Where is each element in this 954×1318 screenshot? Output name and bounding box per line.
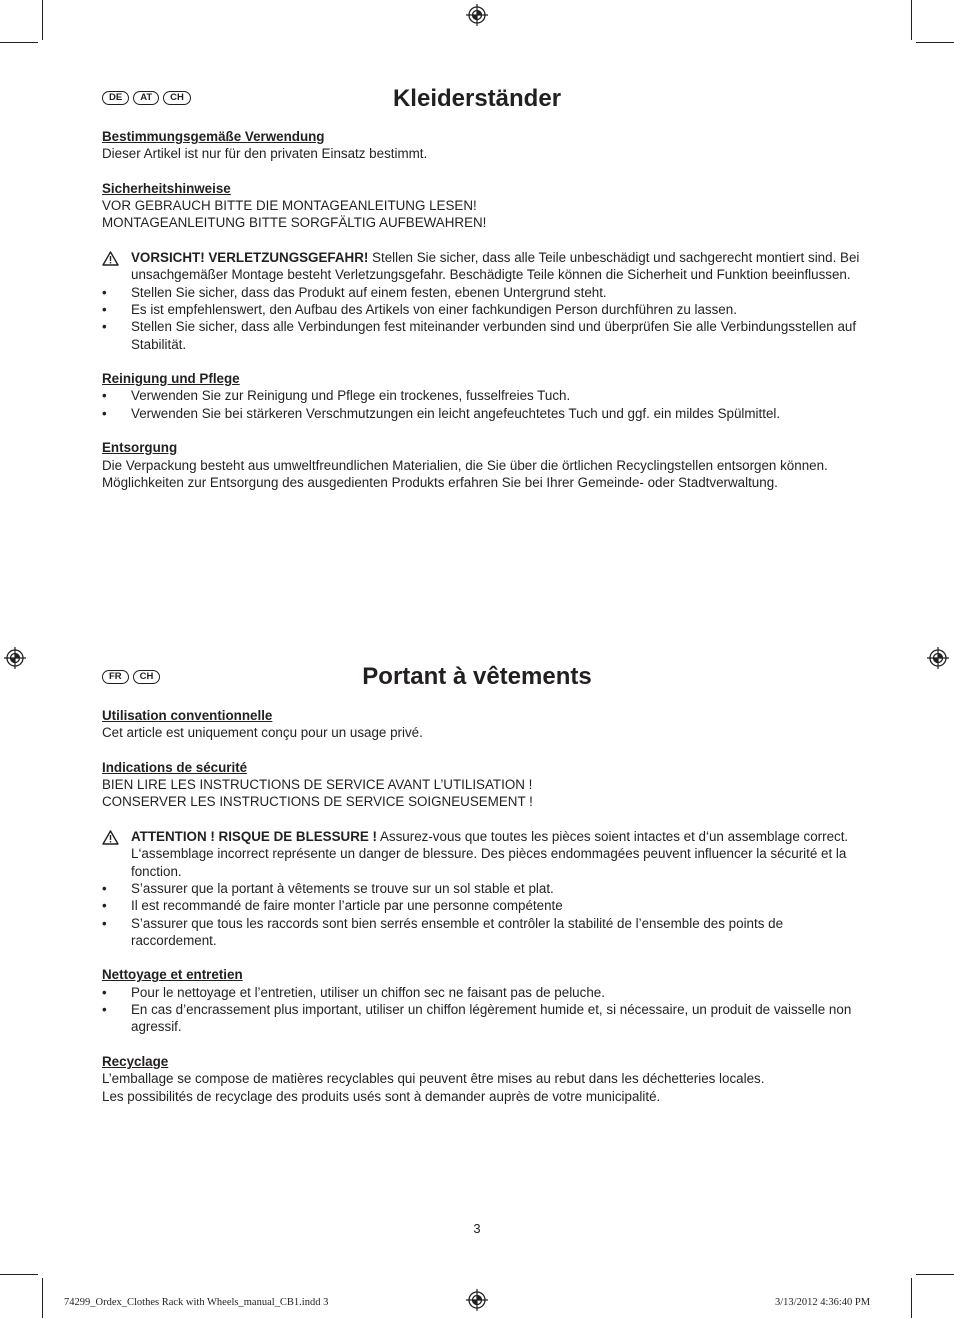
list-item	[102, 897, 862, 914]
language-badge: FR	[102, 670, 129, 684]
warning-label: ATTENTION ! RISQUE DE BLESSURE !	[131, 829, 377, 845]
list-item	[102, 387, 862, 404]
list-item-text: Verwenden Sie bei stärkeren Verschmutzungen ein leicht angefeuchtetes Tuch und ggf. ein mildes Spülmittel.	[131, 405, 781, 421]
bullet: •	[102, 880, 107, 896]
list-item	[102, 880, 862, 897]
list-item-text: Pour le nettoyage et l’entretien, utiliser un chiffon sec ne faisant pas de peluche.	[131, 984, 605, 1000]
language-badge: DE	[102, 91, 129, 105]
warning-item	[102, 249, 862, 284]
bullet: •	[102, 284, 107, 300]
warning-item	[102, 828, 862, 880]
bullet: •	[102, 405, 107, 421]
list-item-text: S’assurer que tous les raccords sont bien serrés ensemble et contrôler la stabilité de l’ensemble des points de raccordement.	[131, 915, 784, 948]
crop-mark	[42, 1278, 43, 1318]
bullet: •	[102, 301, 107, 317]
heading-disposal: Entsorgung	[102, 440, 178, 456]
crop-mark	[0, 1274, 38, 1275]
heading-safety: Indications de sécurité	[102, 759, 248, 775]
file-slug: 74299_Ordex_Clothes Rack with Wheels_manual_CB1.indd 3	[64, 1297, 329, 1308]
list-item-text: Stellen Sie sicher, dass alle Verbindungen fest miteinander verbunden sind und überprüfen Sie alle Verbindungsstellen auf Stabilität.	[131, 319, 857, 352]
print-timestamp: 3/13/2012 4:36:40 PM	[775, 1297, 871, 1308]
paragraph: Möglichkeiten zur Entsorgung des ausgedienten Produkts erfahren Sie bei Ihrer Gemeinde- oder Stadtverwaltung.	[102, 474, 778, 490]
heading-cleaning: Reinigung und Pflege	[102, 371, 240, 387]
paragraph: Die Verpackung besteht aus umweltfreundlichen Materialien, die Sie über die örtlichen Recyclingstellen entsorgen können.	[102, 457, 828, 473]
language-badge: CH	[133, 670, 161, 684]
section-de	[102, 128, 862, 491]
paragraph: MONTAGEANLEITUNG BITTE SORGFÄLTIG AUFBEWAHREN!	[102, 215, 487, 231]
list-item	[102, 318, 862, 353]
bullet: •	[102, 1002, 107, 1018]
language-badge: CH	[163, 91, 191, 105]
list-item	[102, 984, 862, 1001]
bullet: •	[102, 319, 107, 335]
heading-cleaning: Nettoyage et entretien	[102, 967, 243, 983]
paragraph: BIEN LIRE LES INSTRUCTIONS DE SERVICE AVANT L’UTILISATION !	[102, 777, 533, 793]
paragraph: VOR GEBRAUCH BITTE DIE MONTAGEANLEITUNG LESEN!	[102, 198, 477, 214]
bullet: •	[102, 984, 107, 1000]
crop-mark	[42, 0, 43, 40]
heading-disposal: Recyclage	[102, 1053, 169, 1069]
list-item	[102, 915, 862, 950]
paragraph: Cet article est uniquement conçu pour un usage privé.	[102, 725, 423, 741]
crop-mark	[0, 42, 38, 43]
bullet: •	[102, 388, 107, 404]
paragraph: Dieser Artikel ist nur für den privaten Einsatz bestimmt.	[102, 146, 428, 162]
paragraph: L’emballage se compose de matières recyclables qui peuvent être mises au rebut dans les déchetteries locales.	[102, 1071, 765, 1087]
list-item-text: Verwenden Sie zur Reinigung und Pflege ein trockenes, fusselfreies Tuch.	[131, 388, 571, 404]
crop-mark	[911, 1278, 912, 1318]
list-item-text: En cas d’encrassement plus important, utiliser un chiffon légèrement humide et, si nécessaire, un produit de vaisselle non agressif.	[131, 1002, 852, 1035]
registration-mark-icon	[466, 1289, 488, 1311]
heading-safety: Sicherheitshinweise	[102, 180, 231, 196]
list-item-text: Il est recommandé de faire monter l’article par une personne compétente	[131, 898, 563, 914]
crop-mark	[911, 0, 912, 40]
list-item-text: Stellen Sie sicher, dass das Produkt auf einem festen, ebenen Untergrund steht.	[131, 284, 607, 300]
list-item-text: S’assurer que la portant à vêtements se trouve sur un sol stable et plat.	[131, 880, 554, 896]
list-item-text: Es ist empfehlenswert, den Aufbau des Artikels von einer fachkundigen Person durchführen zu lassen.	[131, 301, 737, 317]
list-item	[102, 301, 862, 318]
section-fr	[102, 707, 862, 1105]
bullet: •	[102, 915, 107, 931]
paragraph: Les possibilités de recyclage des produits usés sont à demander auprès de votre municipalité.	[102, 1088, 661, 1104]
list-item	[102, 405, 862, 422]
heading-intended-use: Bestimmungsgemäße Verwendung	[102, 129, 325, 144]
language-badge: AT	[133, 91, 159, 105]
registration-mark-icon	[466, 4, 488, 26]
bullet: •	[102, 898, 107, 914]
warning-text: Stellen Sie sicher, dass alle Teile unbeschädigt und sachgerecht montiert sind. Bei unsachgemäßer Montage besteht Verletzungsgefahr. Beschädigte Teile können die Sicherheit und Funktion beeinflussen.	[131, 250, 860, 283]
list-item	[102, 284, 862, 301]
page-title-de: Kleiderständer	[392, 85, 562, 112]
page-number: 3	[473, 1221, 481, 1236]
crop-mark	[916, 42, 954, 43]
heading-intended-use: Utilisation conventionnelle	[102, 708, 273, 723]
paragraph: CONSERVER LES INSTRUCTIONS DE SERVICE SOIGNEUSEMENT !	[102, 794, 533, 810]
warning-triangle-icon	[102, 251, 119, 266]
list-item	[102, 1001, 862, 1036]
warning-label: VORSICHT! VERLETZUNGSGEFAHR!	[131, 250, 369, 266]
page-title-fr: Portant à vêtements	[362, 663, 592, 690]
warning-text: Assurez-vous que toutes les pièces soient intactes et d‘un assemblage correct. L‘assemblage incorrect représente un danger de blessure. Des pièces endommagées peuvent influencer la sécurité et la fonction.	[131, 829, 849, 879]
crop-mark	[916, 1274, 954, 1275]
warning-triangle-icon	[102, 830, 119, 845]
